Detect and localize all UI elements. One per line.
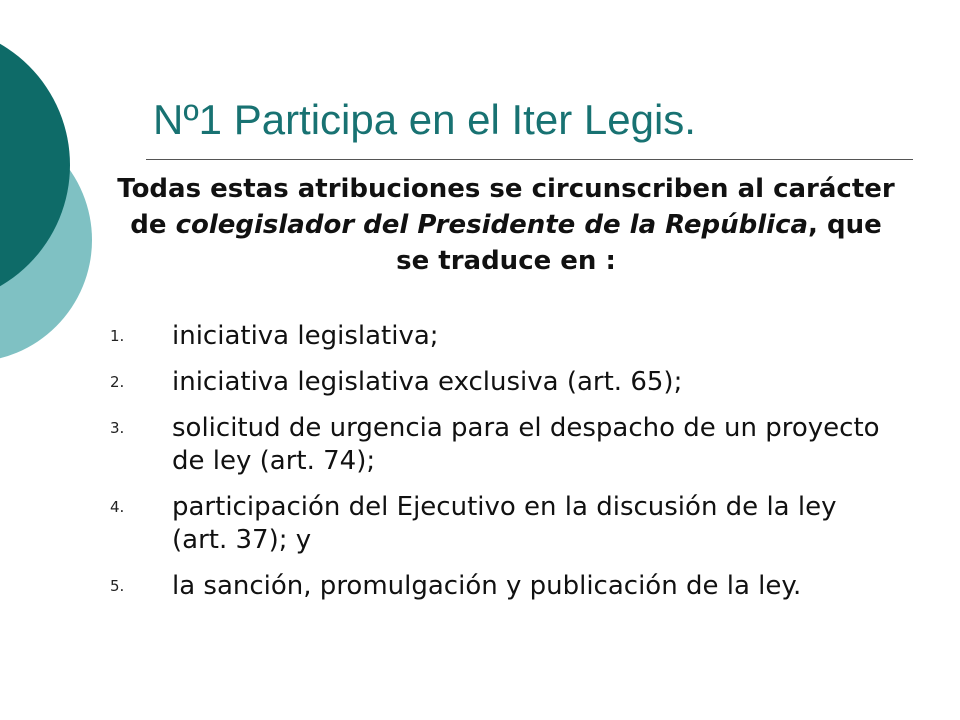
list-item bbox=[110, 412, 890, 478]
list-item-text: solicitud de urgencia para el despacho de un proyecto de ley (art. 74); bbox=[172, 413, 880, 476]
intro-text-end: , que se traduce en : bbox=[396, 210, 882, 276]
list-item-text: la sanción, promulgación y publicación de la ley. bbox=[172, 571, 802, 601]
list-item bbox=[110, 491, 890, 557]
list-item bbox=[110, 366, 890, 399]
list-item-number: 3. bbox=[110, 419, 125, 437]
slide-title: Nº1 Participa en el Iter Legis. bbox=[153, 96, 696, 143]
list-item bbox=[110, 570, 890, 603]
list-item bbox=[110, 320, 890, 353]
list-item-text: iniciativa legislativa exclusiva (art. 65); bbox=[172, 367, 683, 397]
intro-paragraph bbox=[116, 171, 896, 279]
list-item-text: participación del Ejecutivo en la discusión de la ley (art. 37); y bbox=[172, 492, 837, 555]
title-underline bbox=[146, 159, 913, 160]
list-item-number: 4. bbox=[110, 498, 125, 516]
decorative-circles bbox=[0, 0, 120, 400]
list-item-number: 1. bbox=[110, 327, 125, 345]
intro-italic-text: colegislador del Presidente de la República bbox=[175, 210, 809, 240]
list-item-text: iniciativa legislativa; bbox=[172, 321, 439, 351]
list-item-number: 2. bbox=[110, 373, 125, 391]
intro-text-start: Todas estas atribuciones se circunscriben al carácter de bbox=[117, 174, 895, 240]
attributions-list bbox=[110, 320, 890, 616]
list-item-number: 5. bbox=[110, 577, 125, 595]
